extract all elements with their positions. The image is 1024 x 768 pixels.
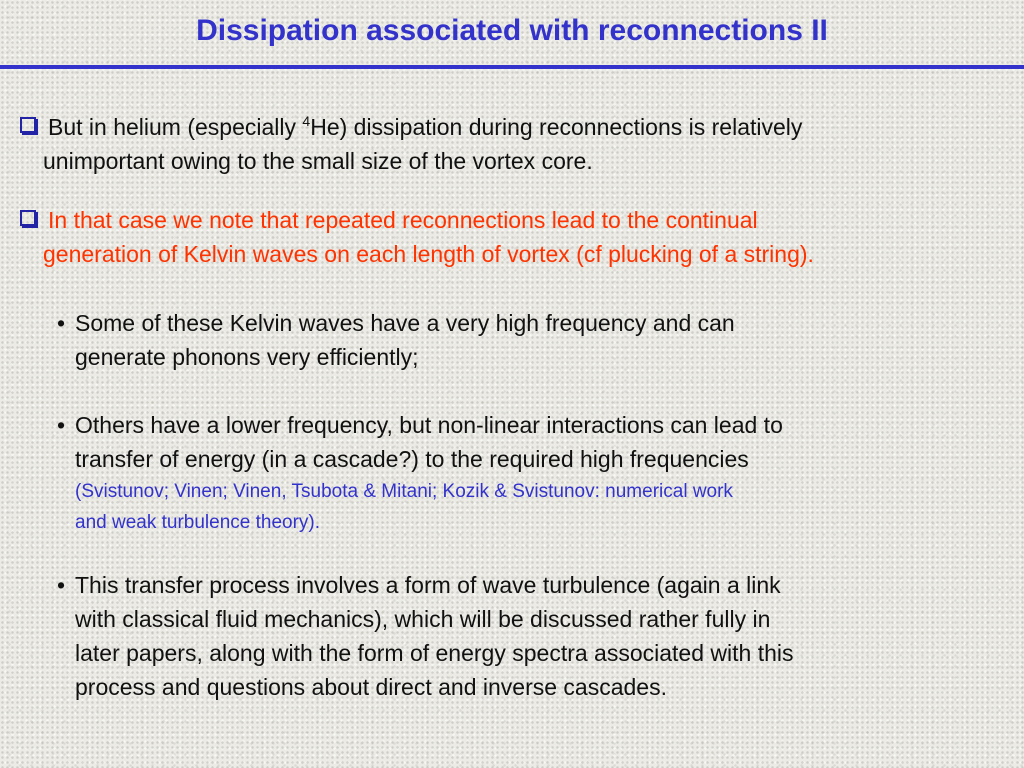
reference-text: (Svistunov; Vinen; Vinen, Tsubota & Mitani; Kozik & Svistunov: numerical work (75, 481, 733, 502)
bullet-line: process and questions about direct and inverse cascades. (75, 674, 667, 700)
superscript: 4 (302, 113, 311, 129)
bullet-wave-turbulence (57, 568, 1007, 704)
bullet-text: Some of these Kelvin waves have a very high frequency and can (75, 310, 735, 336)
bullet-line (57, 306, 1007, 340)
item-helium-dissipation (18, 110, 1018, 178)
item-line (18, 110, 1018, 144)
title-divider (0, 65, 1024, 69)
checkbox-bullet-icon (20, 117, 36, 133)
bullet-high-frequency (57, 306, 1007, 374)
item-line: unimportant owing to the small size of the vortex core. (43, 148, 593, 174)
bullet-line (57, 408, 1007, 442)
bullet-text: This transfer process involves a form of wave turbulence (again a link (75, 572, 781, 598)
bullet-lower-frequency (57, 408, 1007, 538)
item-kelvin-waves (18, 203, 1018, 271)
item-text: He) dissipation during reconnections is relatively (310, 114, 803, 140)
item-text: But in helium (especially (48, 114, 303, 140)
bullet-dot-icon: • (57, 572, 66, 598)
bullet-dot-icon: • (57, 310, 66, 336)
slide-title: Dissipation associated with reconnections II (196, 14, 828, 47)
item-text: In that case we note that repeated reconnections lead to the continual (48, 207, 758, 233)
item-line (18, 203, 1018, 237)
bullet-line: transfer of energy (in a cascade?) to the required high frequencies (75, 446, 749, 472)
reference-text: and weak turbulence theory). (75, 512, 321, 533)
item-line: generation of Kelvin waves on each length of vortex (cf plucking of a string). (43, 241, 814, 267)
bullet-dot-icon: • (57, 412, 66, 438)
bullet-text: Others have a lower frequency, but non-linear interactions can lead to (75, 412, 783, 438)
bullet-line: generate phonons very efficiently; (75, 344, 419, 370)
bullet-line: later papers, along with the form of energy spectra associated with this (75, 640, 794, 666)
bullet-line (57, 568, 1007, 602)
bullet-line: with classical fluid mechanics), which will be discussed rather fully in (75, 606, 771, 632)
checkbox-bullet-icon (20, 210, 36, 226)
